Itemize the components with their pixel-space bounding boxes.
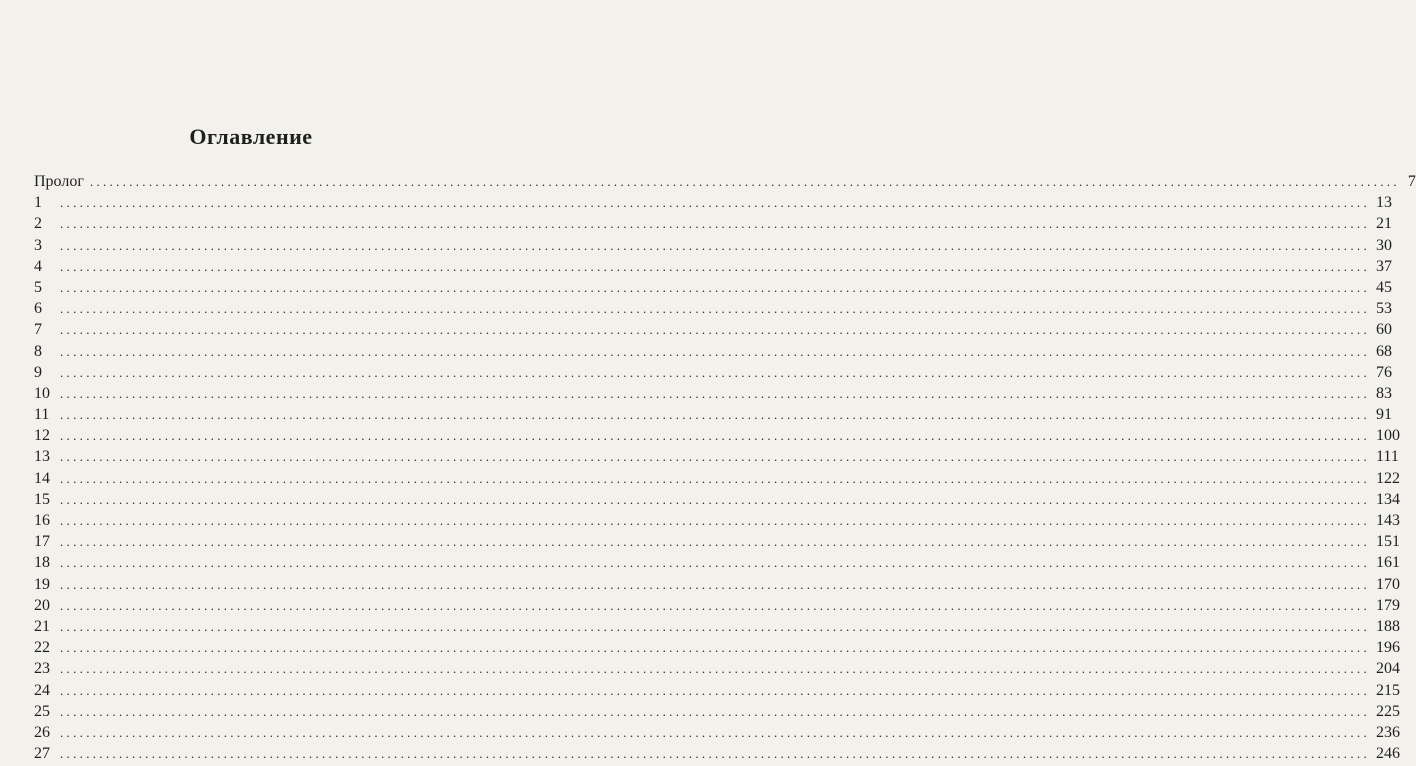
toc-entry-label: 6 xyxy=(34,300,42,318)
toc-entry-page: 151 xyxy=(1376,533,1400,551)
toc-entry xyxy=(34,298,1392,319)
dot-leader: ........................................................................................................................................................................................................ xyxy=(60,279,1370,295)
toc-entry-page: 100 xyxy=(1376,427,1400,445)
toc-title: Оглавление xyxy=(189,124,313,149)
toc-entry xyxy=(34,213,1392,234)
dot-leader: ........................................................................................................................................................................................................ xyxy=(60,576,1370,592)
dot-leader: ........................................................................................................................................................................................................ xyxy=(60,216,1370,232)
dot-leader: ........................................................................................................................................................................................................ xyxy=(60,682,1370,698)
toc-entry-label: 27 xyxy=(34,745,50,763)
toc-entry xyxy=(34,362,1392,383)
toc-entry xyxy=(34,701,1400,722)
toc-entry-page: 37 xyxy=(1376,257,1392,275)
toc-entry xyxy=(34,574,1400,595)
toc-entry-label: 5 xyxy=(34,278,42,296)
toc-entry-label: Пролог xyxy=(34,173,84,190)
toc-entry-page: 68 xyxy=(1376,342,1392,360)
toc-entry-page: 45 xyxy=(1376,278,1392,296)
toc-entry-label: 17 xyxy=(34,533,50,551)
toc-entry xyxy=(34,171,1416,192)
toc-entry-page: 13 xyxy=(1376,194,1392,212)
toc-entry xyxy=(34,256,1392,277)
toc-entry-label: 26 xyxy=(34,723,50,741)
toc-entry xyxy=(34,319,1392,340)
toc-entry-label: 15 xyxy=(34,490,50,508)
toc-entry-page: 60 xyxy=(1376,321,1392,339)
toc-entry-page: 204 xyxy=(1376,660,1400,678)
dot-leader: ........................................................................................................................................................................................................ xyxy=(60,385,1370,401)
toc-entry xyxy=(34,341,1392,362)
dot-leader: ........................................................................................................................................................................................................ xyxy=(60,343,1370,359)
dot-leader: ........................................................................................................................................................................................................ xyxy=(60,746,1370,762)
toc-entry-label: 12 xyxy=(34,427,50,445)
toc-entry xyxy=(34,510,1400,531)
toc-entry xyxy=(34,192,1392,213)
toc-entry-label: 9 xyxy=(34,363,42,381)
toc-entry xyxy=(34,595,1400,616)
toc-entry xyxy=(34,425,1400,446)
toc-entry-page: 7 xyxy=(1407,173,1416,190)
dot-leader: ........................................................................................................................................................................................................ xyxy=(60,322,1370,338)
dot-leader: ........................................................................................................................................................................................................ xyxy=(60,640,1370,656)
toc-entry-page: 76 xyxy=(1376,363,1392,381)
dot-leader: ........................................................................................................................................................................................................ xyxy=(60,513,1370,528)
dot-leader: ........................................................................................................................................................................................................ xyxy=(60,597,1370,613)
dot-leader: ........................................................................................................................................................................................................ xyxy=(60,555,1370,571)
dot-leader: ........................................................................................................................................................................................................ xyxy=(89,174,1400,189)
toc-entry-label: 1 xyxy=(34,194,42,212)
toc-entry-label: 20 xyxy=(34,596,50,614)
toc-entry xyxy=(34,489,1400,510)
toc-entry-label: 24 xyxy=(34,681,50,699)
toc-entry xyxy=(34,743,1400,764)
dot-leader: ........................................................................................................................................................................................................ xyxy=(60,407,1370,423)
toc-entry-page: 225 xyxy=(1376,702,1400,720)
toc-entry-label: 23 xyxy=(34,660,50,678)
toc-entry xyxy=(34,722,1400,743)
toc-list xyxy=(34,171,1416,764)
toc-entry-page: 246 xyxy=(1376,745,1400,763)
toc-entry-page: 215 xyxy=(1376,681,1400,699)
dot-leader: ........................................................................................................................................................................................................ xyxy=(60,364,1370,380)
dot-leader: ........................................................................................................................................................................................................ xyxy=(60,470,1370,486)
toc-entry-label: 8 xyxy=(34,342,42,360)
toc-entry-page: 170 xyxy=(1376,575,1400,593)
toc-entry-label: 2 xyxy=(34,215,42,233)
bleed-through-header xyxy=(18,14,484,30)
toc-entry-page: 143 xyxy=(1376,512,1400,529)
dot-leader: ........................................................................................................................................................................................................ xyxy=(60,428,1370,444)
toc-entry-page: 236 xyxy=(1376,723,1400,741)
toc-entry-label: 22 xyxy=(34,639,50,657)
toc-entry-label: 4 xyxy=(34,257,42,275)
dot-leader: ........................................................................................................................................................................................................ xyxy=(60,237,1370,253)
dot-leader: ........................................................................................................................................................................................................ xyxy=(60,703,1370,719)
toc-entry-page: 53 xyxy=(1376,300,1392,318)
toc-entry-page: 21 xyxy=(1376,215,1392,233)
toc-entry-page: 111 xyxy=(1376,448,1399,466)
toc-entry-label: 13 xyxy=(34,448,50,466)
toc-entry-label: 16 xyxy=(34,512,50,529)
dot-leader: ........................................................................................................................................................................................................ xyxy=(60,449,1370,465)
toc-entry xyxy=(34,680,1400,701)
toc-entry xyxy=(34,552,1400,573)
toc-entry-page: 179 xyxy=(1376,596,1400,614)
dot-leader: ........................................................................................................................................................................................................ xyxy=(60,195,1370,211)
toc-entry-label: 18 xyxy=(34,554,50,572)
toc-entry-label: 7 xyxy=(34,321,42,339)
toc-entry-page: 122 xyxy=(1376,469,1400,487)
dot-leader: ........................................................................................................................................................................................................ xyxy=(60,724,1370,740)
toc-entry xyxy=(34,468,1400,489)
toc-entry-label: 21 xyxy=(34,617,50,635)
toc-entry xyxy=(34,531,1400,552)
toc-entry-page: 134 xyxy=(1376,490,1400,508)
toc-entry-label: 19 xyxy=(34,575,50,593)
dot-leader: ........................................................................................................................................................................................................ xyxy=(60,301,1370,317)
toc-entry-page: 188 xyxy=(1376,617,1400,635)
toc-entry-label: 3 xyxy=(34,236,42,254)
toc-entry xyxy=(34,404,1392,425)
toc-entry xyxy=(34,235,1392,256)
dot-leader: ........................................................................................................................................................................................................ xyxy=(60,661,1370,677)
toc-entry xyxy=(34,637,1400,658)
toc-entry xyxy=(34,658,1400,679)
dot-leader: ........................................................................................................................................................................................................ xyxy=(60,491,1370,507)
toc-entry-label: 14 xyxy=(34,469,50,487)
dot-leader: ........................................................................................................................................................................................................ xyxy=(60,534,1370,550)
toc-entry-page: 91 xyxy=(1376,406,1392,424)
toc-entry-page: 30 xyxy=(1376,236,1392,254)
toc-entry xyxy=(34,383,1392,404)
toc-entry xyxy=(34,277,1392,298)
toc-entry-label: 25 xyxy=(34,702,50,720)
dot-leader: ........................................................................................................................................................................................................ xyxy=(60,618,1370,634)
toc-entry xyxy=(34,616,1400,637)
toc-entry-label: 10 xyxy=(34,384,50,402)
toc-entry-page: 196 xyxy=(1376,639,1400,657)
dot-leader: ........................................................................................................................................................................................................ xyxy=(60,258,1370,274)
toc-entry-label: 11 xyxy=(34,406,50,424)
toc-entry xyxy=(34,446,1399,467)
toc-entry-page: 83 xyxy=(1376,384,1392,402)
toc-entry-page: 161 xyxy=(1376,554,1400,572)
